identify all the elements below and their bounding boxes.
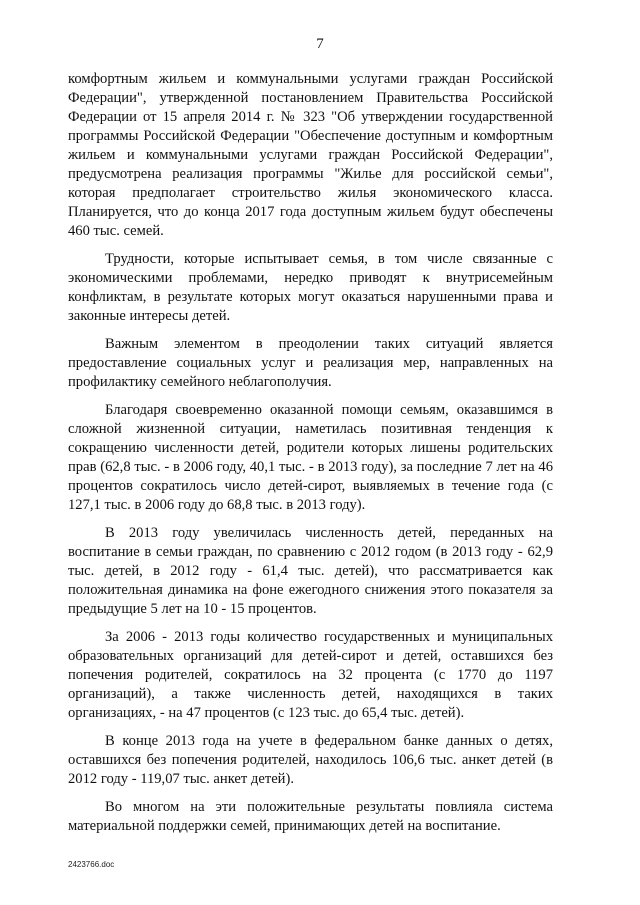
paragraph-6: За 2006 - 2013 годы количество государственных и муниципальных образовательных организаций для детей-сирот и детей, оставшихся без попечения родителей, сократилось на 32 процента (с 1770 до 1197 организаций), а также численность детей, находящихся в таких организациях, - на 47 процентов (с 123 тыс. до 65,4 тыс. детей). <box>68 629 553 721</box>
footer-file-name: 2423766.doc <box>68 860 115 869</box>
paragraph-4: Благодаря своевременно оказанной помощи семьям, оказавшимся в сложной жизненной ситуации, наметилась позитивная тенденция к сокращению численности детей, родители которых лишены родительских прав (62,8 тыс. - в 2006 году, 40,1 тыс. - в 2013 году), за последние 7 лет на 46 процентов сократилось число детей-сирот, выявляемых в течение года (с 127,1 тыс. в 2006 году до 68,8 тыс. в 2013 году). <box>68 402 553 513</box>
page-number: 7 <box>316 36 324 52</box>
paragraph-8: Во многом на эти положительные результаты повлияла система материальной поддержки семей, принимающих детей на воспитание. <box>68 799 553 834</box>
document-body <box>68 70 553 845</box>
paragraph-7: В конце 2013 года на учете в федеральном банке данных о детях, оставшихся без попечения родителей, находилось 106,6 тыс. анкет детей (в 2012 году - 119,07 тыс. анкет детей). <box>68 733 553 787</box>
paragraph-3: Важным элементом в преодолении таких ситуаций является предоставление социальных услуг и реализация мер, направленных на профилактику семейного неблагополучия. <box>68 336 553 390</box>
paragraph-1: комфортным жильем и коммунальными услугами граждан Российской Федерации", утвержденной постановлением Правительства Российской Федерации от 15 апреля 2014 г. № 323 "Об утверждении государственной программы Российской Федерации "Обеспечение доступным и комфортным жильем и коммунальными услугами граждан Российской Федерации", предусмотрена реализация программы "Жилье для российской семьи", которая предполагает строительство жилья экономического класса. Планируется, что до конца 2017 года доступным жильем будут обеспечены 460 тыс. семей. <box>68 71 553 239</box>
paragraph-5: В 2013 году увеличилась численность детей, переданных на воспитание в семьи граждан, по сравнению с 2012 годом (в 2013 году - 62,9 тыс. детей, в 2012 году - 61,4 тыс. детей), что рассматривается как положительная динамика на фоне ежегодного снижения этого показателя за предыдущие 5 лет на 10 - 15 процентов. <box>68 525 553 617</box>
paragraph-2: Трудности, которые испытывает семья, в том числе связанные с экономическими проблемами, нередко приводят к внутрисемейным конфликтам, в результате которых могут оказаться нарушенными права и законные интересы детей. <box>68 251 553 324</box>
